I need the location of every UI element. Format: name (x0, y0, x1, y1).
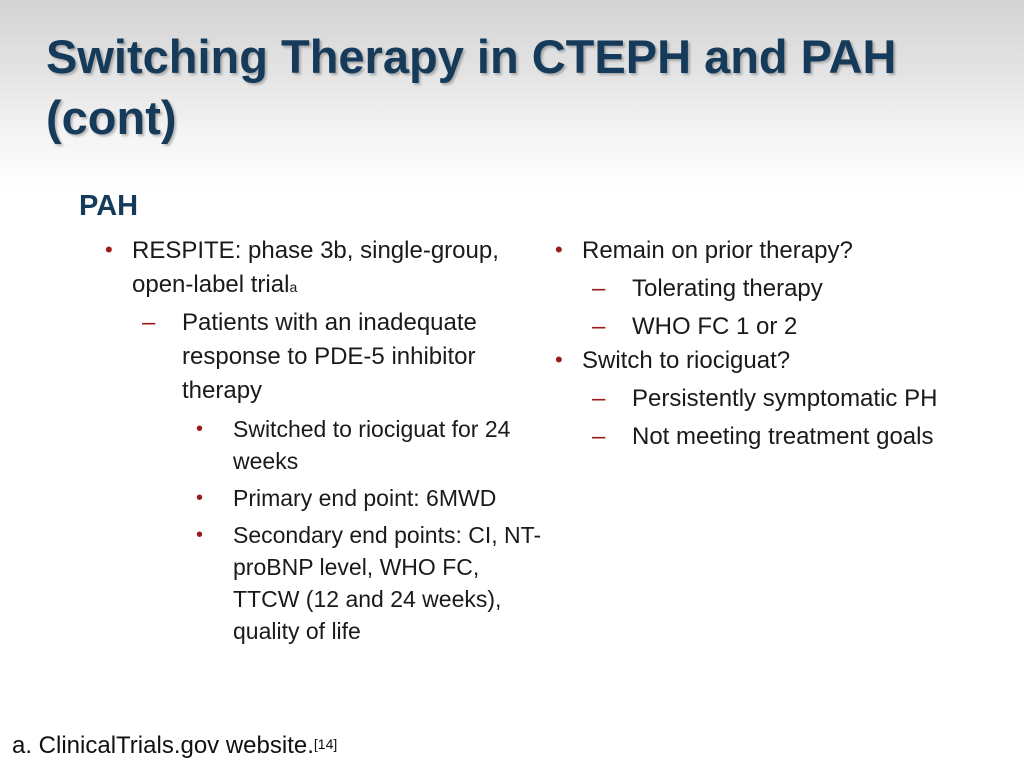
sub-item-not-meeting-goals (550, 420, 980, 454)
sub-item-who-fc-text: WHO FC 1 or 2 (632, 313, 798, 340)
bullet-marker: • (105, 237, 113, 262)
right-column (550, 234, 980, 454)
sub-sub-item-switched (100, 413, 550, 477)
footnote-text: a. ClinicalTrials.gov website. (12, 732, 314, 759)
sub-item-persistently-symptomatic (550, 382, 980, 416)
sub-item-not-meeting-text: Not meeting treatment goals (632, 423, 934, 450)
bullet-marker: • (555, 237, 563, 262)
footnote-marker-a: a (289, 279, 298, 295)
sub-item-tolerating-therapy (550, 272, 980, 306)
bullet-remain-text: Remain on prior therapy? (582, 237, 853, 264)
sub-sub-item-secondary-end-points (100, 519, 550, 647)
sub-sub-item-primary-end-point (100, 482, 550, 514)
sub-item-tolerating-text: Tolerating therapy (632, 275, 823, 302)
dash-marker: – (592, 313, 606, 340)
footnote-reference: [14] (313, 736, 338, 752)
slide-title: Switching Therapy in CTEPH and PAH (cont) (46, 30, 897, 144)
bullet-marker: • (196, 418, 204, 440)
sub-sub-item-switched-text: Switched to riociguat for 24 weeks (233, 416, 511, 474)
sub-item-patients-text: Patients with an inadequate response to PDE-5 inhibitor therapy (182, 309, 477, 404)
bullet-remain-on-prior-therapy (550, 234, 980, 268)
dash-marker: – (592, 385, 606, 412)
sub-sub-item-secondary-end-points-text: Secondary end points: CI, NT-proBNP level, WHO FC, TTCW (12 and 24 weeks), quality of life (233, 522, 542, 644)
dash-marker: – (592, 423, 606, 450)
sub-item-who-fc (550, 310, 980, 344)
bullet-marker: • (555, 347, 563, 372)
bullet-switch-text: Switch to riociguat? (582, 347, 791, 374)
dash-marker: – (142, 309, 156, 336)
dash-marker: – (592, 275, 606, 302)
bullet-respite (100, 234, 550, 302)
bullet-switch-to-riociguat (550, 344, 980, 378)
section-heading: PAH (79, 190, 139, 222)
sub-item-persistently-text: Persistently symptomatic PH (632, 385, 938, 412)
sub-sub-item-primary-end-point-text: Primary end point: 6MWD (233, 485, 497, 511)
bullet-marker: • (196, 487, 204, 509)
footnote (12, 731, 337, 761)
sub-item-patients (100, 306, 550, 408)
left-column (100, 234, 550, 647)
bullet-respite-text: RESPITE: phase 3b, single-group, open-label trial (132, 237, 499, 298)
bullet-marker: • (196, 524, 204, 546)
